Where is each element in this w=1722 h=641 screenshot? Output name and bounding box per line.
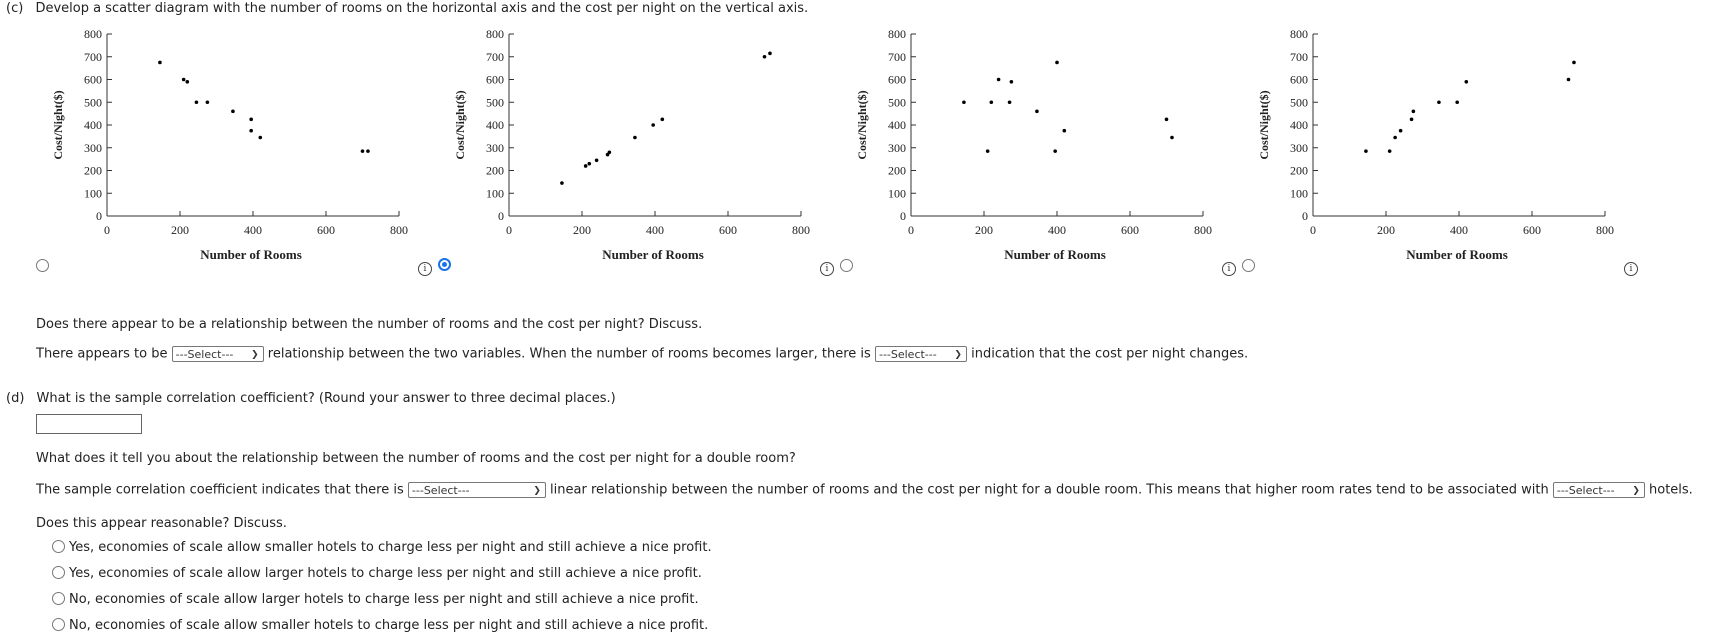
y-tick-label: 800: [84, 27, 102, 41]
plot-option-4-info-icon[interactable]: i: [1624, 262, 1638, 276]
y-tick-label: 100: [1290, 186, 1308, 201]
scatter-point: [1170, 136, 1174, 140]
correlation-text-2: linear relationship between the number of rooms and the cost per night for a double room. This means that higher room rates tend to be associated with: [550, 482, 1549, 498]
scatter-point: [1465, 80, 1469, 84]
y-tick-label: 600: [1290, 72, 1308, 87]
y-axis-title: Cost/Night($): [1257, 90, 1271, 160]
scatter-point: [661, 118, 665, 122]
correlation-text-1: The sample correlation coefficient indicates that there is: [36, 482, 404, 498]
scatter-point: [651, 123, 655, 127]
y-tick-label: 200: [888, 163, 906, 178]
part-d-question-3: Does this appear reasonable? Discuss.: [36, 516, 287, 531]
scatter-point: [986, 149, 990, 153]
y-tick-label: 0: [1302, 209, 1308, 223]
y-tick-label: 600: [84, 72, 102, 87]
chevron-down-icon: ❯: [954, 350, 962, 360]
x-tick-label: 800: [1194, 223, 1212, 237]
y-tick-label: 200: [84, 163, 102, 178]
plot-option-2-radio[interactable]: [438, 258, 451, 271]
y-tick-label: 500: [486, 95, 504, 110]
x-tick-label: 200: [975, 223, 993, 237]
y-tick-label: 800: [888, 27, 906, 41]
plot-option-3-radio[interactable]: [840, 259, 853, 272]
x-tick-label: 600: [317, 223, 335, 237]
x-axis-title: Number of Rooms: [602, 247, 704, 262]
scatter-point: [1165, 118, 1169, 122]
hotel-size-select-value: ---Select---: [1556, 484, 1615, 497]
x-tick-label: 200: [573, 223, 591, 237]
y-tick-label: 0: [96, 209, 102, 223]
x-tick-label: 400: [1048, 223, 1066, 237]
scatter-point: [1008, 100, 1012, 104]
y-tick-label: 200: [486, 163, 504, 178]
correlation-text-3: hotels.: [1649, 482, 1693, 498]
y-tick-label: 700: [1290, 49, 1308, 64]
scatter-point: [588, 162, 592, 166]
x-tick-label: 0: [908, 223, 914, 237]
relationship-indication-select-value: ---Select---: [878, 348, 937, 361]
relationship-strength-select[interactable]: [172, 346, 264, 362]
reasonable-option-2-radio[interactable]: [52, 566, 65, 579]
scatter-point: [633, 136, 637, 140]
y-tick-label: 800: [1290, 27, 1308, 41]
y-tick-label: 600: [888, 72, 906, 87]
correlation-coefficient-input[interactable]: [36, 414, 142, 434]
reasonable-option-2[interactable]: [52, 566, 702, 581]
scatter-point: [1393, 136, 1397, 140]
correlation-sentence: [36, 482, 1693, 498]
relationship-indication-select[interactable]: [875, 346, 967, 362]
y-tick-label: 700: [84, 49, 102, 64]
x-tick-label: 800: [792, 223, 810, 237]
reasonable-option-4[interactable]: [52, 618, 708, 633]
scatter-point: [206, 100, 210, 104]
correlation-strength-select[interactable]: [408, 482, 546, 498]
scatter-point: [186, 80, 190, 84]
reasonable-option-1-label: Yes, economies of scale allow smaller hotels to charge less per night and still achieve a nice profit.: [69, 540, 712, 555]
scatter-point: [1455, 100, 1459, 104]
scatter-point: [962, 100, 966, 104]
y-axis-title: Cost/Night($): [855, 90, 869, 160]
x-tick-label: 600: [1523, 223, 1541, 237]
scatter-point: [595, 158, 599, 162]
relationship-sentence: [36, 346, 1248, 362]
reasonable-option-4-label: No, economies of scale allow smaller hotels to charge less per night and still achieve a nice profit.: [69, 618, 709, 633]
scatter-point: [1055, 61, 1059, 65]
y-axis-title: Cost/Night($): [51, 90, 65, 160]
plot-option-3-info-icon[interactable]: i: [1222, 262, 1236, 276]
scatter-point: [1388, 149, 1392, 153]
x-tick-label: 200: [171, 223, 189, 237]
x-tick-label: 800: [390, 223, 408, 237]
scatter-point: [231, 110, 235, 114]
chevron-down-icon: ❯: [533, 486, 541, 496]
relationship-text-3: indication that the cost per night changes.: [971, 346, 1249, 362]
scatter-point: [1035, 110, 1039, 114]
y-tick-label: 300: [486, 140, 504, 155]
scatter-plot-option-3: [844, 24, 1244, 274]
scatter-point: [560, 181, 564, 185]
scatter-point: [1412, 110, 1416, 114]
scatter-point: [763, 55, 767, 59]
reasonable-option-1[interactable]: [52, 540, 712, 555]
x-tick-label: 400: [244, 223, 262, 237]
x-tick-label: 0: [1310, 223, 1316, 237]
reasonable-option-2-label: Yes, economies of scale allow larger hotels to charge less per night and still achieve a nice profit.: [69, 566, 702, 581]
relationship-text-2: relationship between the two variables. When the number of rooms becomes larger, there is: [267, 346, 871, 362]
part-c-label: (c): [6, 1, 24, 16]
x-tick-label: 600: [719, 223, 737, 237]
scatter-point: [584, 164, 588, 168]
relationship-strength-select-value: ---Select---: [175, 348, 234, 361]
relationship-text-1: There appears to be: [36, 346, 168, 362]
y-tick-label: 700: [486, 49, 504, 64]
reasonable-option-4-radio[interactable]: [52, 618, 65, 631]
scatter-point: [1572, 61, 1576, 65]
plot-option-1-radio[interactable]: [36, 259, 49, 272]
y-tick-label: 300: [84, 140, 102, 155]
y-tick-label: 500: [888, 95, 906, 110]
x-tick-label: 0: [104, 223, 110, 237]
x-axis-title: Number of Rooms: [1406, 247, 1508, 262]
y-tick-label: 100: [486, 186, 504, 201]
y-tick-label: 400: [1290, 118, 1308, 132]
x-tick-label: 600: [1121, 223, 1139, 237]
x-tick-label: 400: [646, 223, 664, 237]
plot-option-2-info-icon[interactable]: i: [820, 262, 834, 276]
x-tick-label: 200: [1377, 223, 1395, 237]
correlation-strength-select-value: ---Select---: [411, 484, 470, 497]
y-tick-label: 100: [888, 186, 906, 201]
plot-option-1-info-icon[interactable]: i: [418, 262, 432, 276]
y-tick-label: 700: [888, 49, 906, 64]
y-tick-label: 400: [888, 118, 906, 132]
scatter-point: [1010, 80, 1014, 84]
x-axis-title: Number of Rooms: [1004, 247, 1106, 262]
scatter-point: [249, 129, 253, 133]
reasonable-option-3-radio[interactable]: [52, 592, 65, 605]
scatter-point: [259, 136, 263, 140]
scatter-point: [158, 61, 162, 65]
scatter-point: [997, 78, 1001, 82]
plot-option-4-radio[interactable]: [1242, 259, 1255, 272]
scatter-plot-option-4: [1246, 24, 1646, 274]
x-tick-label: 0: [506, 223, 512, 237]
y-tick-label: 400: [84, 118, 102, 132]
part-d-question-2: What does it tell you about the relationship between the number of rooms and the cost per night for a double room?: [36, 451, 796, 466]
x-axis-title: Number of Rooms: [200, 247, 302, 262]
y-tick-label: 0: [498, 209, 504, 223]
hotel-size-select[interactable]: [1553, 482, 1645, 498]
scatter-point: [1567, 78, 1571, 82]
reasonable-option-1-radio[interactable]: [52, 540, 65, 553]
x-tick-label: 800: [1596, 223, 1614, 237]
y-tick-label: 300: [1290, 140, 1308, 155]
scatter-plot-option-1: [40, 24, 440, 274]
y-tick-label: 600: [486, 72, 504, 87]
y-tick-label: 500: [1290, 95, 1308, 110]
x-tick-label: 400: [1450, 223, 1468, 237]
scatter-point: [249, 118, 253, 122]
chevron-down-icon: ❯: [1632, 486, 1640, 496]
scatter-point: [195, 100, 199, 104]
scatter-point: [1437, 100, 1441, 104]
part-d-label: (d): [6, 391, 25, 406]
scatter-point: [768, 52, 772, 56]
scatter-point: [1053, 149, 1057, 153]
y-tick-label: 200: [1290, 163, 1308, 178]
reasonable-option-3-label: No, economies of scale allow larger hotels to charge less per night and still achieve a nice profit.: [69, 592, 699, 607]
scatter-plot-option-2: [442, 24, 842, 274]
y-tick-label: 500: [84, 95, 102, 110]
scatter-point: [608, 151, 612, 155]
scatter-point: [1410, 118, 1414, 122]
y-tick-label: 100: [84, 186, 102, 201]
reasonable-option-3[interactable]: [52, 592, 699, 607]
scatter-point: [1063, 129, 1067, 133]
scatter-point: [990, 100, 994, 104]
part-d-prompt: What is the sample correlation coefficient? (Round your answer to three decimal places.): [36, 391, 616, 406]
scatter-point: [1364, 149, 1368, 153]
part-c-prompt: Develop a scatter diagram with the number of rooms on the horizontal axis and the cost per night on the vertical axis.: [35, 1, 809, 16]
y-tick-label: 400: [486, 118, 504, 132]
scatter-point: [182, 78, 186, 82]
scatter-point: [361, 149, 365, 153]
scatter-point: [366, 149, 370, 153]
scatter-point: [1399, 129, 1403, 133]
y-axis-title: Cost/Night($): [453, 90, 467, 160]
relationship-question: Does there appear to be a relationship between the number of rooms and the cost per night? Discuss.: [36, 317, 703, 332]
chevron-down-icon: ❯: [251, 350, 259, 360]
y-tick-label: 800: [486, 27, 504, 41]
y-tick-label: 300: [888, 140, 906, 155]
y-tick-label: 0: [900, 209, 906, 223]
